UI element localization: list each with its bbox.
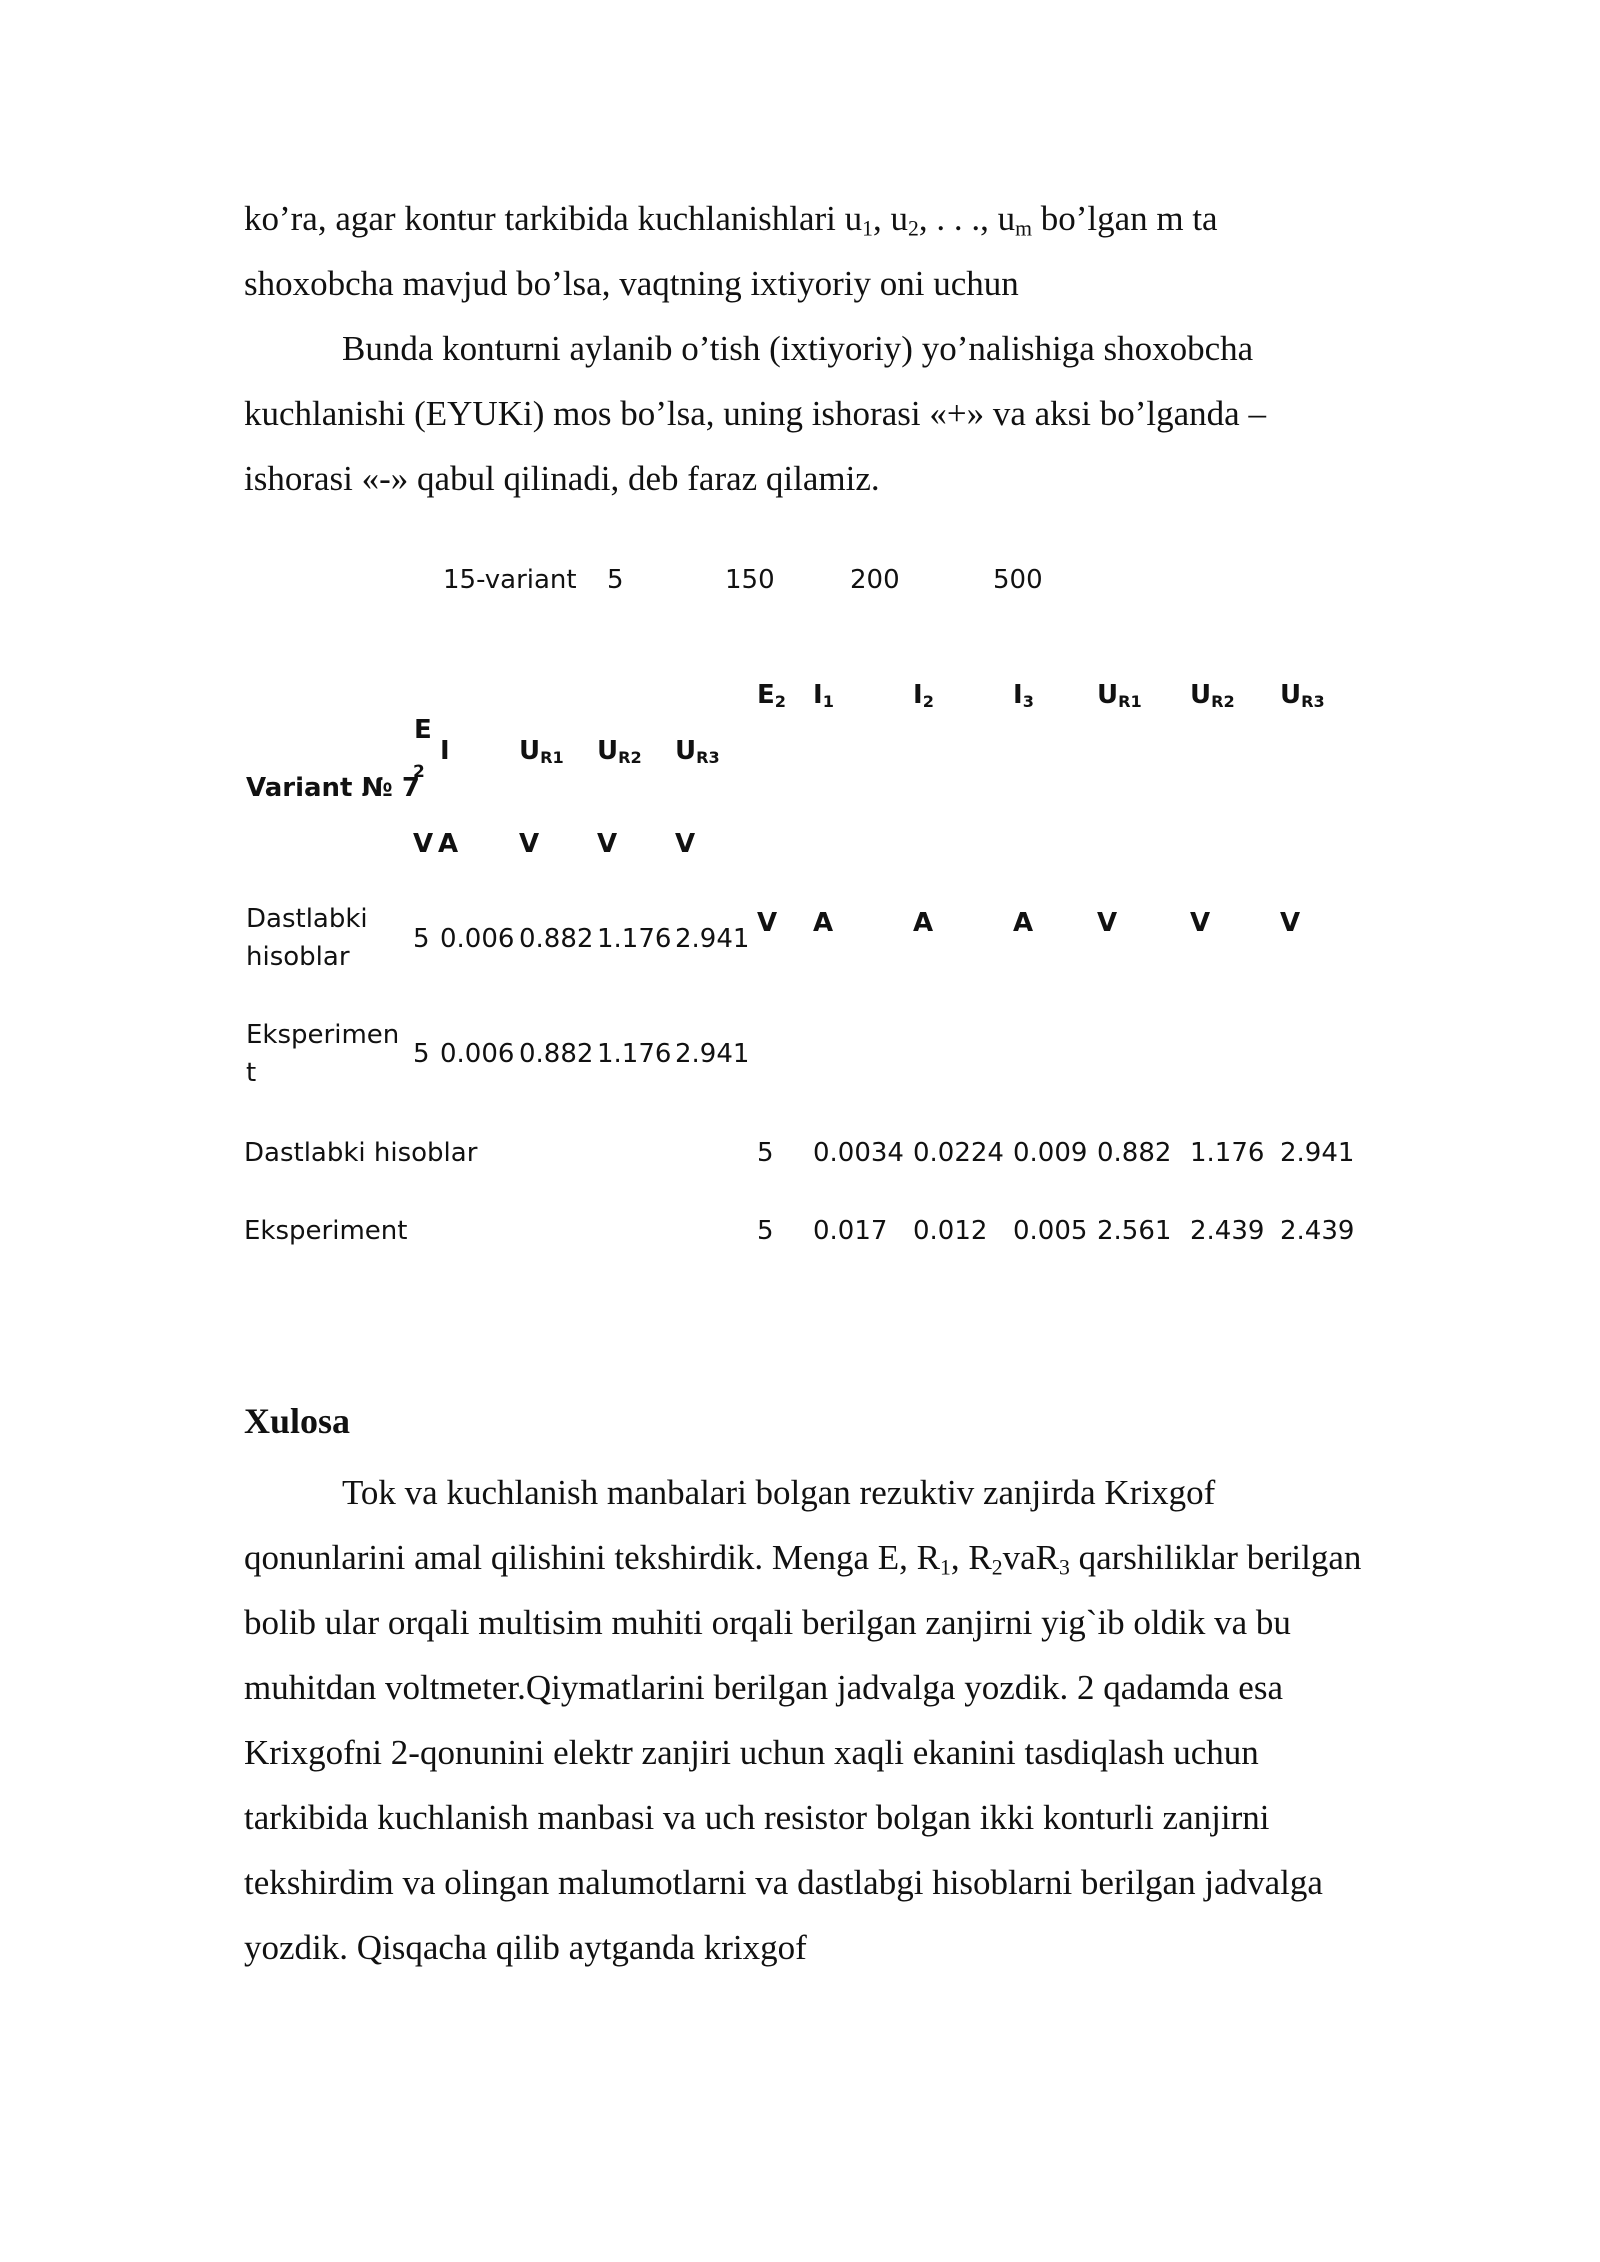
unit-i1: A bbox=[813, 908, 834, 938]
cell-ur3: 2.941 bbox=[1280, 1138, 1355, 1168]
unit-i: A bbox=[438, 829, 459, 859]
variant-7-label: Variant № 7 bbox=[246, 773, 420, 803]
unit-ur1: V bbox=[1097, 908, 1118, 938]
intro-line-1-part-a: ko’ra, agar kontur tarkibida kuchlanishlari u bbox=[244, 199, 863, 238]
header-e2-sub: 2 bbox=[413, 762, 425, 782]
header-e2-main: E bbox=[414, 715, 432, 745]
unit-e2: V bbox=[413, 829, 434, 859]
conclusion-heading: Xulosa bbox=[244, 1401, 351, 1441]
header-ur2: $U_{R2}$ bbox=[597, 736, 642, 768]
intro-paragraph-2: Bunda konturni aylanib o’tish (ixtiyoriy) yo’nalishiga shoxobcha kuchlanishi (EYUKi) mos bo’lsa, uning ishorasi «+» va aksi bo’lganda – ishorasi «-» qabul qilinadi, deb faraz qilamiz. bbox=[244, 329, 1266, 498]
cell-ur1: 2.561 bbox=[1097, 1216, 1172, 1246]
subscript-m: m bbox=[1015, 216, 1032, 241]
variant-value-2: 150 bbox=[725, 565, 775, 595]
cell-ur3: 2.941 bbox=[675, 924, 750, 954]
cell-i: 0.006 bbox=[440, 1039, 515, 1069]
cell-i: 0.006 bbox=[440, 924, 515, 954]
cell-i1: 0.017 bbox=[813, 1216, 888, 1246]
cell-e2: 5 bbox=[413, 924, 430, 954]
header-i: I bbox=[440, 736, 450, 766]
intro-line-1-part-c: , . . ., u bbox=[918, 199, 1016, 238]
header-i3: $I_3$ bbox=[1013, 680, 1034, 712]
header-ur3: $U_{R3}$ bbox=[1280, 680, 1325, 712]
cell-i2: 0.012 bbox=[913, 1216, 988, 1246]
cell-i1: 0.0034 bbox=[813, 1138, 904, 1168]
row-label-line-2: t bbox=[246, 1058, 257, 1088]
intro-line-1-part-d: bo’lgan m ta bbox=[1031, 199, 1218, 238]
header-i1: $I_1$ bbox=[813, 680, 834, 712]
unit-ur3: V bbox=[675, 829, 696, 859]
conclusion-paragraph: Tok va kuchlanish manbalari bolgan rezuktiv zanjirda Krixgof qonunlarini amal qilishini tekshirdik. Menga E, $R_1$, $R_2vaR_3$ qarshiliklar berilgan bolib ular orqali multisim muhiti orqali berilgan zanjirni yig`ib oldik va bu muhitdan voltmeter.Qiymatlarini berilgan jadvalga yozdik. 2 qadamda esa Krixgofni 2-qonunini elektr zanjiri uchun xaqli ekanini tasdiqlash uchun tarkibida kuchlanish manbasi va uch resistor bolgan ikki konturli zanjirni tekshirdim va olingan malumotlarni va dastlabgi hisoblarni berilgan jadvalga yozdik. Qisqacha qilib aytganda krixgof bbox=[244, 1473, 1362, 1967]
header-ur3: $U_{R3}$ bbox=[675, 736, 720, 768]
row-label: Eksperiment bbox=[244, 1216, 408, 1246]
intro-text bbox=[244, 186, 1364, 511]
cell-i3: 0.009 bbox=[1013, 1138, 1088, 1168]
cell-i3: 0.005 bbox=[1013, 1216, 1088, 1246]
intro-line-1 bbox=[244, 186, 1364, 251]
header-ur2: $U_{R2}$ bbox=[1190, 680, 1235, 712]
cell-ur2: 1.176 bbox=[1190, 1138, 1265, 1168]
header-i2: $I_2$ bbox=[913, 680, 934, 712]
unit-i3: A bbox=[1013, 908, 1034, 938]
cell-i2: 0.0224 bbox=[913, 1138, 1004, 1168]
row-label-line-2: hisoblar bbox=[246, 942, 350, 972]
cell-e2: 5 bbox=[413, 1039, 430, 1069]
cell-ur2: 1.176 bbox=[597, 924, 672, 954]
header-ur1: $U_{R1}$ bbox=[1097, 680, 1142, 712]
row-label: Dastlabki hisoblar bbox=[244, 1138, 478, 1168]
cell-ur3: 2.439 bbox=[1280, 1216, 1355, 1246]
header-e2: $E_2$ bbox=[757, 680, 786, 712]
variant-value-1: 5 bbox=[607, 565, 624, 595]
row-label-line-1: Dastlabki bbox=[246, 904, 368, 934]
cell-e2: 5 bbox=[757, 1216, 774, 1246]
cell-ur2: 1.176 bbox=[597, 1039, 672, 1069]
intro-line-2: shoxobcha mavjud bo’lsa, vaqtning ixtiyoriy oni uchun bbox=[244, 264, 1019, 303]
variant-label: 15-variant bbox=[443, 565, 577, 595]
cell-e2: 5 bbox=[757, 1138, 774, 1168]
cell-ur1: 0.882 bbox=[1097, 1138, 1172, 1168]
cell-ur2: 2.439 bbox=[1190, 1216, 1265, 1246]
unit-i2: A bbox=[913, 908, 934, 938]
cell-ur1: 0.882 bbox=[519, 924, 594, 954]
unit-ur1: V bbox=[519, 829, 540, 859]
subscript-1: 1 bbox=[862, 216, 873, 241]
cell-ur1: 0.882 bbox=[519, 1039, 594, 1069]
unit-e2: V bbox=[757, 908, 778, 938]
row-label-line-1: Eksperimen bbox=[246, 1020, 400, 1050]
unit-ur2: V bbox=[597, 829, 618, 859]
conclusion-text bbox=[244, 1460, 1364, 1980]
subscript-2: 2 bbox=[907, 216, 919, 241]
unit-ur2: V bbox=[1190, 908, 1211, 938]
unit-ur3: V bbox=[1280, 908, 1301, 938]
intro-line-1-part-b: , u bbox=[872, 199, 908, 238]
variant-value-4: 500 bbox=[993, 565, 1043, 595]
header-ur1: $U_{R1}$ bbox=[519, 736, 564, 768]
cell-ur3: 2.941 bbox=[675, 1039, 750, 1069]
variant-value-3: 200 bbox=[850, 565, 900, 595]
